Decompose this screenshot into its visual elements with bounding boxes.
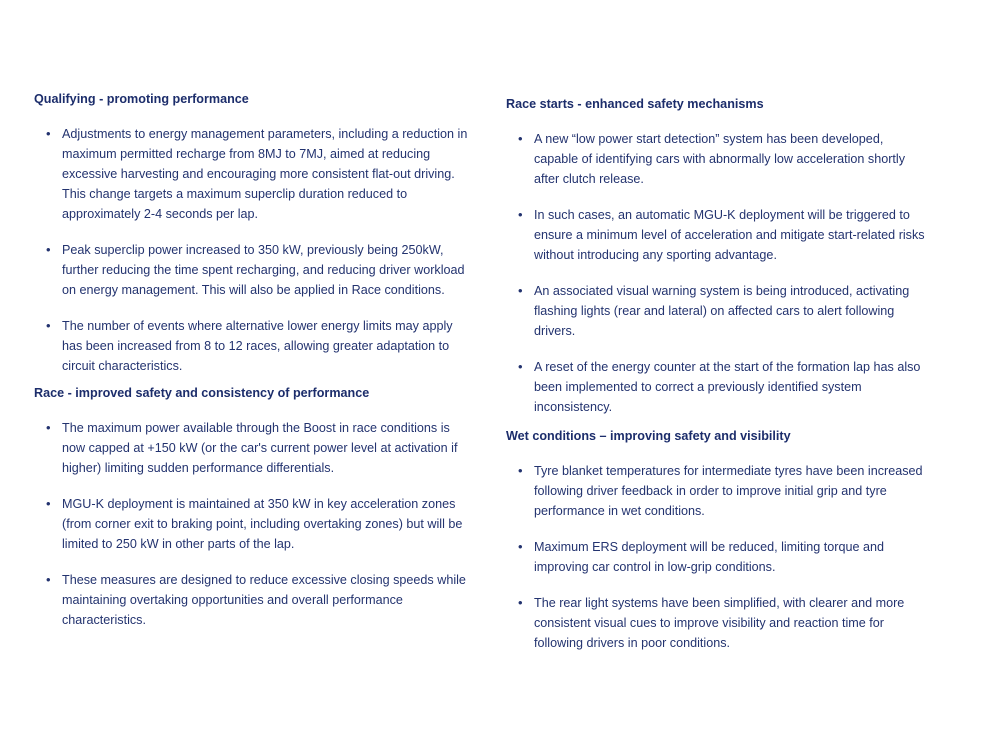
list-item: • A new “low power start detection” system has been developed, capable of identifying cars with abnormally low acceleration shortly after clutch release. bbox=[506, 129, 926, 189]
list-item: • Peak superclip power increased to 350 kW, previously being 250kW, further reducing the time spent recharging, and reducing driver workload on energy management. This will also be applied in Race conditions. bbox=[34, 240, 474, 300]
list-item: • An associated visual warning system is being introduced, activating flashing lights (rear and lateral) on affected cars to alert following drivers. bbox=[506, 281, 926, 341]
bullet-list bbox=[34, 124, 474, 376]
list-item: • Maximum ERS deployment will be reduced, limiting torque and improving car control in low-grip conditions. bbox=[506, 537, 926, 577]
section-heading: Wet conditions – improving safety and visibility bbox=[506, 429, 791, 443]
section-wet-conditions bbox=[506, 427, 926, 653]
section-heading: Qualifying - promoting performance bbox=[34, 92, 249, 106]
list-item: • The number of events where alternative lower energy limits may apply has been increased from 8 to 12 races, allowing greater adaptation to circuit characteristics. bbox=[34, 316, 474, 376]
left-column bbox=[34, 90, 474, 646]
list-item: • Adjustments to energy management parameters, including a reduction in maximum permitted recharge from 8MJ to 7MJ, aimed at reducing excessive harvesting and encouraging more consistent flat-out driving. This change targets a maximum superclip duration reduced to approximately 2-4 seconds per lap. bbox=[34, 124, 474, 224]
right-column bbox=[506, 95, 926, 669]
list-item: • MGU-K deployment is maintained at 350 kW in key acceleration zones (from corner exit to braking point, including overtaking zones) but will be limited to 250 kW in other parts of the lap. bbox=[34, 494, 474, 554]
section-heading: Race - improved safety and consistency of performance bbox=[34, 386, 370, 400]
list-item: • These measures are designed to reduce excessive closing speeds while maintaining overtaking opportunities and overall performance characteristics. bbox=[34, 570, 474, 630]
list-item: • The rear light systems have been simplified, with clearer and more consistent visual cues to improve visibility and reaction time for following drivers in poor conditions. bbox=[506, 593, 926, 653]
list-item: • Tyre blanket temperatures for intermediate tyres have been increased following driver feedback in order to improve initial grip and tyre performance in wet conditions. bbox=[506, 461, 926, 521]
list-item: • In such cases, an automatic MGU-K deployment will be triggered to ensure a minimum level of acceleration and mitigate start-related risks without introducing any sporting advantage. bbox=[506, 205, 926, 265]
section-race bbox=[34, 384, 474, 630]
bullet-list bbox=[506, 129, 926, 417]
list-item: • The maximum power available through the Boost in race conditions is now capped at +150 kW (or the car's current power level at activation if higher) limiting sudden performance differentials. bbox=[34, 418, 474, 478]
section-heading: Race starts - enhanced safety mechanisms bbox=[506, 97, 764, 111]
section-qualifying bbox=[34, 90, 474, 376]
bullet-list bbox=[506, 461, 926, 653]
list-item: • A reset of the energy counter at the start of the formation lap has also been implemented to correct a previously identified system inconsistency. bbox=[506, 357, 926, 417]
bullet-list bbox=[34, 418, 474, 630]
section-race-starts bbox=[506, 95, 926, 417]
